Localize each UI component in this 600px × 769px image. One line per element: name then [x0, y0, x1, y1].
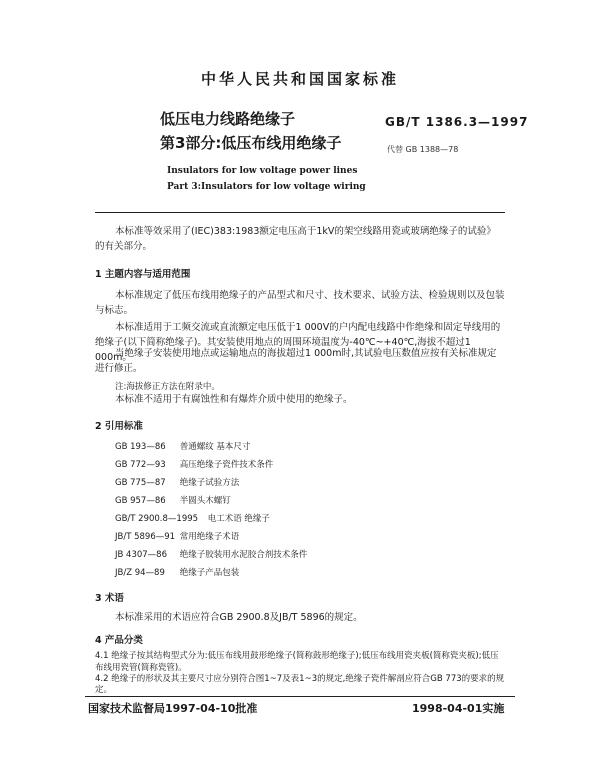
- standard-header: 中华人民共和国国家标准: [200, 70, 399, 88]
- section3-para1: 本标准采用的术语应符合GB 2900.8及JB/T 5896的规定。: [115, 612, 363, 623]
- intro-paragraph: 本标准等效采用了(IEC)383:1983额定电压高于1kV的架空线路用瓷或玻璃绝缘子的试验》的有关部分。: [95, 226, 496, 252]
- english-title-line1: Insulators for low voltage power lines: [167, 166, 358, 176]
- section1-para2: 本标准适用于工频交流或直流额定电压低于1 000V的户内配电线路中作绝缘和固定导线用的绝缘子(以下简称绝缘子)。其安装使用地点的周围环境温度为-40℃~+40℃,海拔不超过1 000m。: [95, 322, 501, 363]
- reference-item: GB 957—86 半圆头木螺钉: [115, 496, 231, 506]
- approval-date: 国家技术监督局1997-04-10批准: [88, 702, 258, 715]
- reference-item: GB 772—93 高压绝缘子瓷件技术条件: [115, 460, 274, 470]
- section4-heading: 4 产品分类: [95, 635, 143, 646]
- section1-note: 注:海拔修正方法在附录中。: [115, 382, 220, 392]
- standard-number: GB/T 1386.3—1997: [385, 115, 529, 129]
- reference-item: JB/Z 94—89 绝缘子产品包装: [115, 568, 240, 578]
- section1-para3: 当绝缘子安装使用地点或运输地点的海拔超过1 000m时,其试验电压数值应按有关标准规定进行修正。: [95, 348, 497, 374]
- english-title-line2: Part 3:Insulators for low voltage wiring: [167, 182, 366, 192]
- title-line2: 第3部分:低压布线用绝缘子: [160, 134, 342, 152]
- reference-item: GB 193—86 普通螺纹 基本尺寸: [115, 442, 251, 452]
- effective-date: 1998-04-01实施: [412, 702, 505, 715]
- reference-item: JB/T 5896—91 常用绝缘子术语: [115, 532, 240, 542]
- reference-item: GB 775—87 绝缘子试验方法: [115, 478, 240, 488]
- section4-para2: 4.2 绝缘子的形状及其主要尺寸应分别符合图1~7及表1~3的规定,绝缘子瓷件解剖应符合GB 773的要求的规定。: [95, 674, 505, 695]
- reference-item: JB 4307—86 绝缘子胶装用水泥胶合剂技术条件: [115, 550, 308, 560]
- bottom-divider: [85, 696, 515, 697]
- section1-para4: 本标准不适用于有腐蚀性和有爆炸介质中使用的绝缘子。: [115, 394, 353, 405]
- title-line1: 低压电力线路绝缘子: [160, 110, 296, 128]
- replaces-note: 代替 GB 1388—78: [387, 145, 459, 154]
- top-divider: [95, 212, 505, 213]
- section2-heading: 2 引用标准: [95, 421, 143, 432]
- section1-para1: 本标准规定了低压布线用绝缘子的产品型式和尺寸、技术要求、试验方法、检验规则以及包装与标志。: [95, 290, 505, 316]
- reference-item: GB/T 2900.8—1995 电工术语 绝缘子: [115, 514, 270, 524]
- section3-heading: 3 术语: [95, 593, 124, 604]
- section1-heading: 1 主题内容与适用范围: [95, 269, 191, 280]
- section4-para1: 4.1 绝缘子按其结构型式分为:低压布线用鼓形绝缘子(简称鼓形绝缘子);低压布线用瓷夹板(简称瓷夹板);低压布线用瓷管(简称瓷管)。: [95, 651, 499, 673]
